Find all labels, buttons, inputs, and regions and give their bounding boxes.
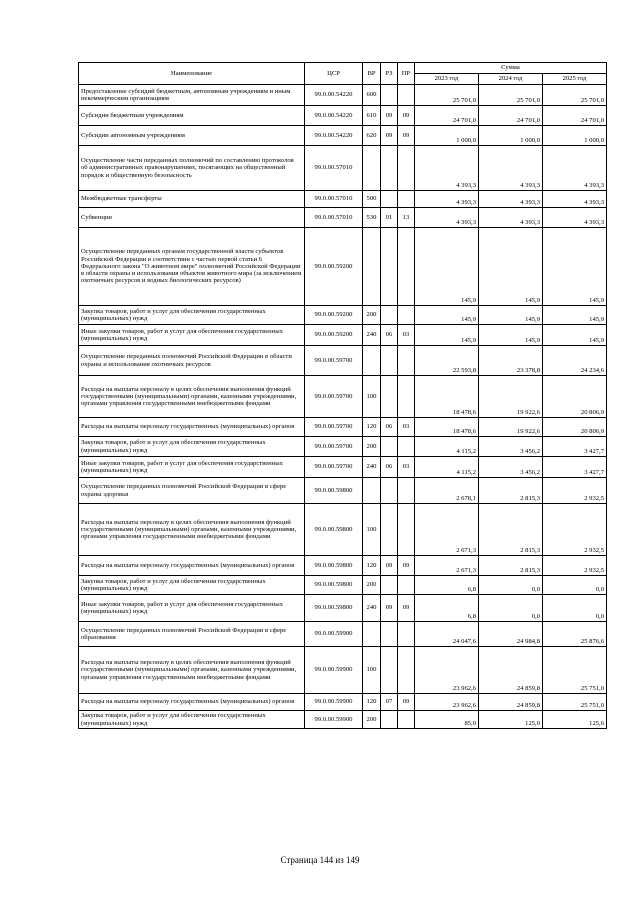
row-sum-2023: 145,9 — [415, 306, 479, 325]
row-csr: 99.0.00.59800 — [305, 576, 363, 595]
row-sum-2023: 4 115,2 — [415, 457, 479, 478]
row-sum-2024: 25 701,0 — [479, 85, 543, 106]
row-sum-2025: 20 806,9 — [543, 376, 607, 418]
row-rz — [381, 191, 398, 208]
row-name: Закупка товаров, работ и услуг для обеспечения государственных (муниципальных) нужд — [79, 711, 305, 729]
row-vr — [363, 228, 381, 306]
row-csr: 99.0.00.59800 — [305, 504, 363, 556]
row-sum-2025: 24 234,6 — [543, 346, 607, 376]
row-vr — [363, 622, 381, 647]
row-name: Расходы на выплаты персоналу в целях обеспечения выполнения функций государственными (муниципальными) органами, казенными учреждениями, органами управления государственными внебюджетными фондами — [79, 504, 305, 556]
row-pr — [398, 376, 415, 418]
row-csr: 99.0.00.59900 — [305, 694, 363, 711]
table-row — [79, 418, 607, 437]
row-pr — [398, 622, 415, 647]
row-pr — [398, 85, 415, 106]
header-year-2025: 2025 год — [543, 74, 607, 85]
row-vr: 240 — [363, 325, 381, 346]
row-sum-2023: 22 593,8 — [415, 346, 479, 376]
row-sum-2024: 24 984,8 — [479, 622, 543, 647]
row-vr: 500 — [363, 191, 381, 208]
row-pr — [398, 504, 415, 556]
row-sum-2023: 4 393,3 — [415, 208, 479, 228]
row-sum-2025: 4 393,3 — [543, 208, 607, 228]
row-name: Иные закупки товаров, работ и услуг для обеспечения государственных (муниципальных) нужд — [79, 325, 305, 346]
row-csr: 99.0.00.57010 — [305, 208, 363, 228]
row-name: Осуществление переданных полномочий Российской Федерации в сфере охраны здоровья — [79, 478, 305, 504]
row-sum-2025: 24 701,0 — [543, 106, 607, 126]
row-pr: 03 — [398, 418, 415, 437]
row-rz: 06 — [381, 418, 398, 437]
row-rz — [381, 376, 398, 418]
row-vr: 240 — [363, 457, 381, 478]
row-name: Расходы на выплаты персоналу государственных (муниципальных) органов — [79, 418, 305, 437]
row-pr — [398, 576, 415, 595]
row-sum-2025: 125,6 — [543, 711, 607, 729]
row-sum-2024: 2 815,3 — [479, 478, 543, 504]
budget-table — [78, 62, 607, 729]
row-rz: 09 — [381, 106, 398, 126]
row-name: Осуществление переданных полномочий Российской Федерации в области охраны и использования охотничьих ресурсов — [79, 346, 305, 376]
header-pr: ПР — [398, 63, 415, 85]
row-pr — [398, 711, 415, 729]
header-vr: ВР — [363, 63, 381, 85]
table-row — [79, 191, 607, 208]
row-vr: 600 — [363, 85, 381, 106]
row-name: Расходы на выплаты персоналу в целях обеспечения выполнения функций государственными (муниципальными) органами, казенными учреждениями, органами управления государственными внебюджетными фондами — [79, 376, 305, 418]
row-rz — [381, 228, 398, 306]
table-row — [79, 457, 607, 478]
row-sum-2025: 2 932,5 — [543, 478, 607, 504]
row-rz: 06 — [381, 457, 398, 478]
row-csr: 99.0.00.59200 — [305, 325, 363, 346]
page-footer: Страница 144 из 149 — [280, 855, 360, 865]
row-csr: 99.0.00.59700 — [305, 346, 363, 376]
table-row — [79, 694, 607, 711]
row-sum-2025: 2 932,5 — [543, 556, 607, 576]
row-name: Осуществление части переданных полномочий по составлению протоколов об административных правонарушениях, посягающих на общественный порядок и общественную безопасность — [79, 146, 305, 191]
row-sum-2024: 4 393,3 — [479, 146, 543, 191]
row-sum-2025: 145,9 — [543, 228, 607, 306]
row-rz: 09 — [381, 595, 398, 622]
row-sum-2025: 145,9 — [543, 306, 607, 325]
table-row — [79, 622, 607, 647]
row-sum-2023: 6,8 — [415, 576, 479, 595]
row-vr: 200 — [363, 576, 381, 595]
row-csr: 99.0.00.59700 — [305, 437, 363, 457]
row-name: Закупка товаров, работ и услуг для обеспечения государственных (муниципальных) нужд — [79, 576, 305, 595]
row-pr: 13 — [398, 208, 415, 228]
row-sum-2025: 25 751,0 — [543, 694, 607, 711]
row-sum-2023: 2 671,3 — [415, 504, 479, 556]
table-row — [79, 325, 607, 346]
row-sum-2025: 3 427,7 — [543, 437, 607, 457]
table-row — [79, 556, 607, 576]
row-pr — [398, 146, 415, 191]
row-sum-2025: 145,9 — [543, 325, 607, 346]
row-rz — [381, 622, 398, 647]
row-sum-2023: 4 115,2 — [415, 437, 479, 457]
table-row — [79, 306, 607, 325]
row-pr: 09 — [398, 106, 415, 126]
row-csr: 99.0.00.59700 — [305, 418, 363, 437]
row-pr — [398, 228, 415, 306]
row-csr: 99.0.00.59800 — [305, 478, 363, 504]
row-sum-2024: 0,0 — [479, 576, 543, 595]
row-csr: 99.0.00.59900 — [305, 622, 363, 647]
row-sum-2023: 23 962,6 — [415, 694, 479, 711]
row-sum-2025: 0,0 — [543, 576, 607, 595]
row-name: Закупка товаров, работ и услуг для обеспечения государственных (муниципальных) нужд — [79, 437, 305, 457]
row-sum-2024: 1 000,0 — [479, 126, 543, 146]
row-sum-2024: 3 456,2 — [479, 437, 543, 457]
table-row — [79, 647, 607, 694]
row-name: Осуществление переданных органам государственной власти субъектов Российской Федерации в соответствии с частью первой статьи 6 Федерального закона "О животном мире" полномочий Российской Федерации в области охраны и использования объектов животного мира (за исключением охотничьих ресурсов и водных биологических ресурсов) — [79, 228, 305, 306]
row-csr: 99.0.00.54220 — [305, 126, 363, 146]
row-sum-2025: 3 427,7 — [543, 457, 607, 478]
row-sum-2024: 19 922,6 — [479, 418, 543, 437]
row-pr: 09 — [398, 556, 415, 576]
row-sum-2023: 145,9 — [415, 325, 479, 346]
row-vr — [363, 346, 381, 376]
row-sum-2025: 2 932,5 — [543, 504, 607, 556]
row-rz: 06 — [381, 325, 398, 346]
row-sum-2023: 2 678,1 — [415, 478, 479, 504]
row-csr: 99.0.00.59700 — [305, 457, 363, 478]
row-rz — [381, 85, 398, 106]
row-sum-2023: 23 962,6 — [415, 647, 479, 694]
row-pr — [398, 437, 415, 457]
row-sum-2023: 4 393,3 — [415, 146, 479, 191]
row-rz: 01 — [381, 208, 398, 228]
row-sum-2025: 25 751,0 — [543, 647, 607, 694]
row-name: Субсидии бюджетным учреждениям — [79, 106, 305, 126]
row-vr: 120 — [363, 556, 381, 576]
row-rz — [381, 711, 398, 729]
row-sum-2023: 24 701,0 — [415, 106, 479, 126]
row-csr: 99.0.00.59200 — [305, 306, 363, 325]
table-row — [79, 504, 607, 556]
row-vr: 200 — [363, 711, 381, 729]
row-sum-2023: 145,9 — [415, 228, 479, 306]
row-csr: 99.0.00.57010 — [305, 191, 363, 208]
row-sum-2023: 18 478,6 — [415, 376, 479, 418]
header-year-2024: 2024 год — [479, 74, 543, 85]
row-rz — [381, 346, 398, 376]
row-sum-2025: 1 000,0 — [543, 126, 607, 146]
row-vr: 100 — [363, 376, 381, 418]
row-pr: 09 — [398, 595, 415, 622]
row-vr: 100 — [363, 504, 381, 556]
row-rz — [381, 478, 398, 504]
row-sum-2023: 18 478,6 — [415, 418, 479, 437]
header-csr: ЦСР — [305, 63, 363, 85]
row-name: Предоставление субсидий бюджетным, автономным учреждениям и иным некоммерческим организациям — [79, 85, 305, 106]
row-sum-2024: 24 859,8 — [479, 647, 543, 694]
row-pr: 03 — [398, 457, 415, 478]
table-row — [79, 85, 607, 106]
row-sum-2024: 125,0 — [479, 711, 543, 729]
row-vr: 100 — [363, 647, 381, 694]
row-csr: 99.0.00.59800 — [305, 595, 363, 622]
row-name: Расходы на выплаты персоналу в целях обеспечения выполнения функций государственными (муниципальными) органами, казенными учреждениями, органами управления государственными внебюджетными фондами — [79, 647, 305, 694]
row-sum-2025: 4 393,3 — [543, 146, 607, 191]
row-sum-2024: 24 701,0 — [479, 106, 543, 126]
row-sum-2025: 0,0 — [543, 595, 607, 622]
table-row — [79, 208, 607, 228]
row-name: Субвенции — [79, 208, 305, 228]
row-sum-2024: 2 815,3 — [479, 504, 543, 556]
row-csr: 99.0.00.59800 — [305, 556, 363, 576]
row-vr: 200 — [363, 306, 381, 325]
table-row — [79, 346, 607, 376]
row-csr: 99.0.00.59900 — [305, 711, 363, 729]
row-rz — [381, 437, 398, 457]
row-vr: 120 — [363, 418, 381, 437]
row-sum-2024: 4 393,3 — [479, 191, 543, 208]
table-row — [79, 146, 607, 191]
row-pr: 03 — [398, 325, 415, 346]
row-rz: 09 — [381, 126, 398, 146]
table-row — [79, 711, 607, 729]
row-sum-2024: 3 456,2 — [479, 457, 543, 478]
table-row — [79, 478, 607, 504]
header-name: Наименование — [79, 63, 305, 85]
header-rz: РЗ — [381, 63, 398, 85]
row-sum-2025: 4 393,3 — [543, 191, 607, 208]
row-vr: 610 — [363, 106, 381, 126]
row-vr: 120 — [363, 694, 381, 711]
row-sum-2024: 24 859,8 — [479, 694, 543, 711]
row-csr: 99.0.00.54220 — [305, 85, 363, 106]
row-name: Расходы на выплаты персоналу государственных (муниципальных) органов — [79, 556, 305, 576]
row-sum-2025: 25 876,6 — [543, 622, 607, 647]
row-sum-2023: 25 701,0 — [415, 85, 479, 106]
table-row — [79, 126, 607, 146]
row-sum-2023: 1 000,0 — [415, 126, 479, 146]
row-name: Осуществление переданных полномочий Российской Федерации в сфере образования — [79, 622, 305, 647]
row-rz: 09 — [381, 556, 398, 576]
row-vr — [363, 478, 381, 504]
row-sum-2023: 24 047,6 — [415, 622, 479, 647]
row-sum-2024: 145,9 — [479, 228, 543, 306]
row-sum-2024: 0,0 — [479, 595, 543, 622]
row-name: Иные закупки товаров, работ и услуг для обеспечения государственных (муниципальных) нужд — [79, 457, 305, 478]
header-year-2023: 2023 год — [415, 74, 479, 85]
row-rz — [381, 504, 398, 556]
row-csr: 99.0.00.54220 — [305, 106, 363, 126]
row-sum-2023: 85,0 — [415, 711, 479, 729]
row-csr: 99.0.00.57010 — [305, 146, 363, 191]
row-csr: 99.0.00.59200 — [305, 228, 363, 306]
row-vr: 200 — [363, 437, 381, 457]
row-pr — [398, 306, 415, 325]
row-pr — [398, 647, 415, 694]
row-name: Расходы на выплаты персоналу государственных (муниципальных) органов — [79, 694, 305, 711]
row-name: Закупка товаров, работ и услуг для обеспечения государственных (муниципальных) нужд — [79, 306, 305, 325]
row-pr: 09 — [398, 126, 415, 146]
row-sum-2024: 19 922,6 — [479, 376, 543, 418]
row-rz — [381, 146, 398, 191]
row-sum-2025: 25 701,0 — [543, 85, 607, 106]
table-body — [79, 85, 607, 729]
row-rz: 07 — [381, 694, 398, 711]
row-csr: 99.0.00.59900 — [305, 647, 363, 694]
row-vr — [363, 146, 381, 191]
row-sum-2025: 20 806,9 — [543, 418, 607, 437]
row-rz — [381, 647, 398, 694]
row-rz — [381, 576, 398, 595]
row-pr — [398, 478, 415, 504]
header-sum: Сумма — [415, 63, 607, 74]
row-rz — [381, 306, 398, 325]
row-vr: 240 — [363, 595, 381, 622]
row-pr — [398, 346, 415, 376]
table-row — [79, 106, 607, 126]
row-vr: 530 — [363, 208, 381, 228]
table-row — [79, 228, 607, 306]
row-sum-2024: 23 378,8 — [479, 346, 543, 376]
table-row — [79, 437, 607, 457]
row-sum-2024: 145,9 — [479, 306, 543, 325]
row-csr: 99.0.00.59700 — [305, 376, 363, 418]
row-name: Субсидии автономным учреждениям — [79, 126, 305, 146]
row-pr: 09 — [398, 694, 415, 711]
table-row — [79, 595, 607, 622]
row-sum-2024: 4 393,3 — [479, 208, 543, 228]
row-pr — [398, 191, 415, 208]
table-row — [79, 376, 607, 418]
row-sum-2024: 145,9 — [479, 325, 543, 346]
row-name: Иные закупки товаров, работ и услуг для обеспечения государственных (муниципальных) нужд — [79, 595, 305, 622]
row-name: Межбюджетные трансферты — [79, 191, 305, 208]
row-vr: 620 — [363, 126, 381, 146]
row-sum-2023: 4 393,3 — [415, 191, 479, 208]
row-sum-2024: 2 815,3 — [479, 556, 543, 576]
table-row — [79, 576, 607, 595]
row-sum-2023: 2 671,3 — [415, 556, 479, 576]
row-sum-2023: 6,8 — [415, 595, 479, 622]
